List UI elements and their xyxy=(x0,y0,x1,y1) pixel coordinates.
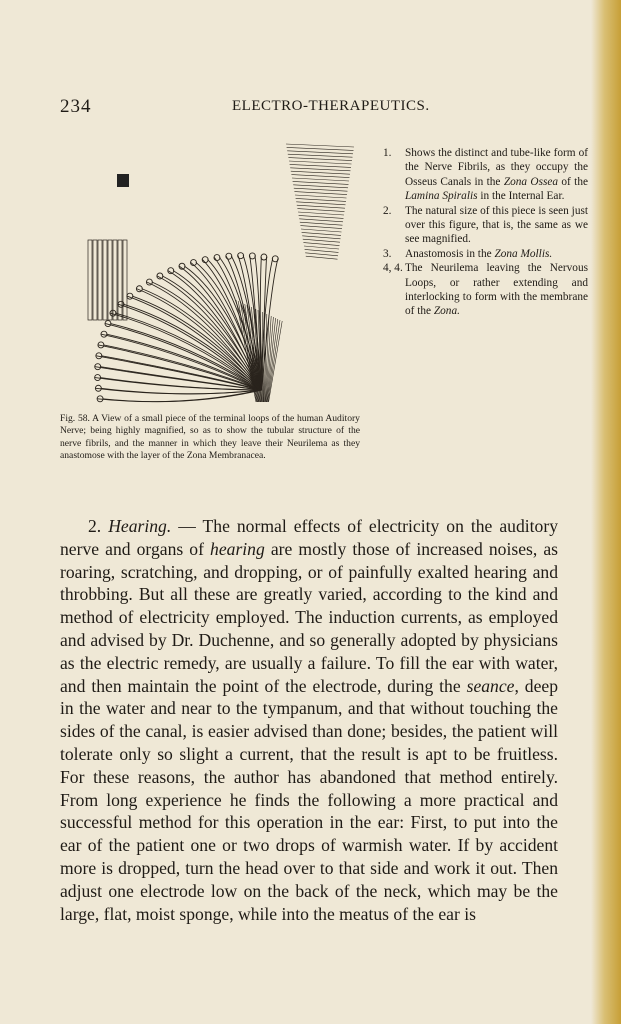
tube-section xyxy=(113,240,117,320)
tube-section xyxy=(123,240,127,320)
body-emphasis: hearing xyxy=(210,538,265,559)
page-edge-shadow xyxy=(591,0,621,1024)
membrane-hatch-line xyxy=(287,151,353,154)
legend-emphasis: Lamina Spiralis xyxy=(405,190,478,203)
membrane-hatch-line xyxy=(287,147,354,150)
nerve-fibril-engraving xyxy=(86,140,361,410)
membrane-hatch-line xyxy=(291,175,349,178)
membrane-hatch-line xyxy=(303,239,340,242)
membrane-hatch-line xyxy=(297,205,345,208)
natural-size-specimen xyxy=(117,174,129,187)
legend-emphasis: Zona Mollis. xyxy=(494,247,553,260)
membrane-hatch-line xyxy=(289,161,352,164)
legend-text: The natural size of this piece is seen just over this figure, that is, the same as we see magnified. xyxy=(405,204,588,246)
body-paragraph xyxy=(60,515,558,925)
running-title: ELECTRO-THERAPEUTICS. xyxy=(232,98,430,114)
tube-section xyxy=(98,240,102,320)
legend-number: 4, 4. xyxy=(383,262,403,275)
body-emphasis: seance xyxy=(466,675,515,696)
fibril-loop xyxy=(238,253,244,259)
tube-section xyxy=(103,240,107,320)
tube-section xyxy=(93,240,97,320)
tube-section xyxy=(108,240,112,320)
legend-item xyxy=(383,261,588,319)
membrane-hatch-line xyxy=(305,249,339,252)
membrane-hatch-line xyxy=(300,222,343,225)
membrane-hatch-line xyxy=(293,185,348,188)
legend-number: 3. xyxy=(383,247,392,260)
legend-text: The Neurilema leaving the Nervous Loops, or rather extending and interlocking to form with the membrane of the xyxy=(405,262,588,318)
membrane-hatch-line xyxy=(300,226,342,229)
membrane-hatch-line xyxy=(293,181,349,184)
legend-emphasis: Zona. xyxy=(433,305,460,318)
membrane-hatch-line xyxy=(292,178,349,181)
membrane-hatch-line xyxy=(303,243,339,246)
engraving-illustration xyxy=(86,140,361,410)
membrane-hatch-line xyxy=(305,253,338,256)
fibril-loop xyxy=(249,253,255,259)
fibril-loop xyxy=(272,256,278,262)
membrane-hatch-line xyxy=(296,198,346,201)
legend-item xyxy=(383,247,588,261)
membrane-hatch-line xyxy=(306,256,338,259)
legend-text: Shows the distinct and tube-like form of the Nerve Fibrils, as they occupy the Osseus Canals in the xyxy=(405,147,588,188)
membrane-hatch-line xyxy=(286,144,354,147)
membrane-hatch-line xyxy=(302,236,340,239)
membrane-hatch-line xyxy=(294,192,347,195)
body-text-segment: The normal effects of electricity on the auditory nerve and organs of xyxy=(60,516,558,559)
membrane-hatch-line xyxy=(288,154,353,157)
figure-legend xyxy=(383,146,588,319)
paragraph-number: 2. xyxy=(88,516,102,536)
root-hatch-line xyxy=(269,321,283,402)
membrane-hatch-line xyxy=(291,171,350,174)
legend-emphasis: Zona Ossea xyxy=(503,175,559,188)
figure-label: Fig. 58. xyxy=(60,413,90,424)
fibril-stroke xyxy=(152,282,262,390)
membrane-hatch-line xyxy=(301,229,342,232)
membrane-hatch-line xyxy=(304,246,339,249)
legend-number: 1. xyxy=(383,147,392,159)
page-number: 234 xyxy=(60,96,92,117)
heading-dash: — xyxy=(171,516,203,536)
tube-section xyxy=(88,240,92,320)
membrane-hatch-line xyxy=(295,195,347,198)
tube-section xyxy=(118,240,122,320)
figure-caption-text: A View of a small piece of the terminal loops of the human Auditory Nerve; being highly magnified, so as to show the tubular structure of the nerve fibrils, and the manner in which they leave their Neurilema as they anastomose with the layer of the Zona Membranacea. xyxy=(60,413,360,462)
membrane-hatch-line xyxy=(294,188,348,191)
fibril-loop xyxy=(261,254,267,260)
membrane-hatch-line xyxy=(288,158,352,161)
membrane-hatch-line xyxy=(298,212,344,215)
membrane-hatch-line xyxy=(302,232,341,235)
legend-number: 2. xyxy=(383,204,392,217)
legend-item xyxy=(383,204,588,247)
section-heading: Hearing. xyxy=(108,516,172,536)
legend-text: in the Internal Ear. xyxy=(477,190,565,203)
membrane-hatch-line xyxy=(290,168,350,171)
legend-text: Anastomosis in the xyxy=(405,247,495,260)
membrane-hatch-line xyxy=(290,164,351,167)
membrane-hatch-line xyxy=(297,209,344,212)
root-hatch-line xyxy=(267,319,277,402)
figure-caption xyxy=(60,413,360,463)
legend-item xyxy=(383,146,588,204)
running-head xyxy=(60,96,580,118)
membrane-hatch-line xyxy=(296,202,345,205)
legend-text: of the xyxy=(558,175,588,188)
body-text-segment: are mostly those of increased noises, as roaring, scratching, and dropping, or of painfully exalted hearing and throbbing. But all these are greatly varied, according to the kind and method of electricity employed. The induction currents, as employed and advised by Dr. Duchenne, and so generally adopted by physicians as the electric remedy, are usually a failure. To fill the ear with water, and then maintain the point of the electrode, during the xyxy=(60,538,558,696)
body-text-segment: , deep in the water and near to the tympanum, and that without touching the sides of the canal, is easier advised than done; besides, the patient will tolerate only so slight a current, that the result is apt to be fruitless. For these reasons, the author has abandoned that method entirely. From long experience he finds the following a more practical and successful method for this operation in the ear: First, to put into the ear of the patient one or two drops of warmish water. If by accident more is dropped, turn the head over to that side and work it out. Then adjust one electrode low on the back of the neck, which may be the large, flat, moist sponge, while into the meatus of the ear is xyxy=(60,675,559,924)
membrane-hatch-line xyxy=(299,219,343,222)
membrane-hatch-line xyxy=(299,215,344,218)
